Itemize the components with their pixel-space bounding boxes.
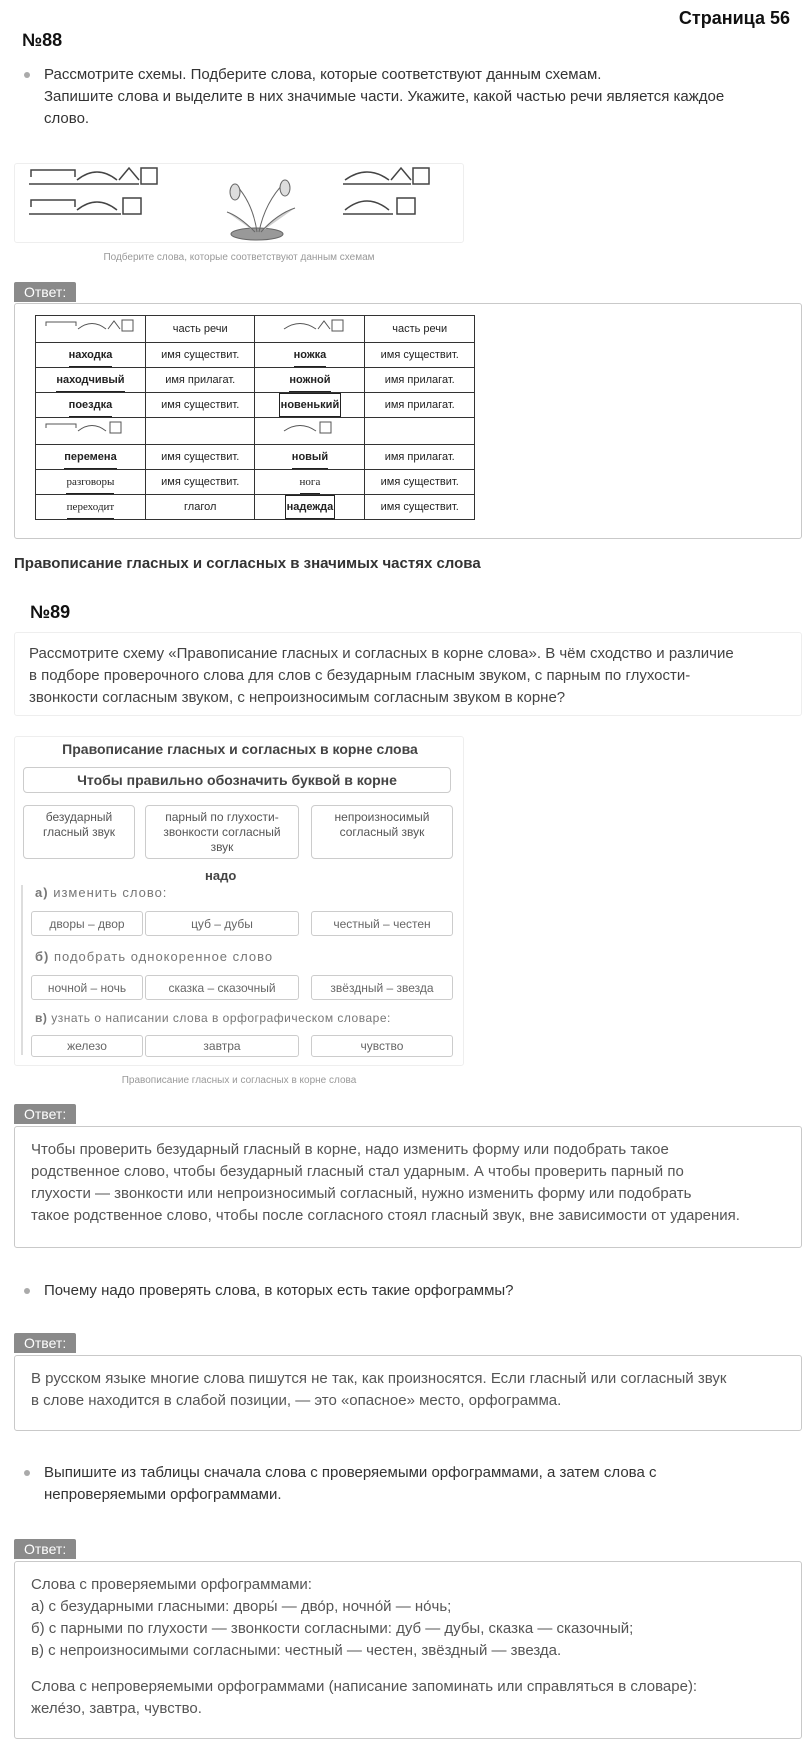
pos-cell: имя существит. xyxy=(145,470,255,495)
word-cell: новый xyxy=(292,446,328,469)
table-row xyxy=(36,343,475,368)
scheme-caption: Правописание гласных и согласных в корне слова xyxy=(121,1075,357,1086)
pos-cell: имя существит. xyxy=(145,343,255,368)
scheme-box-paired: парный по глухости-звонкости согласный звук xyxy=(145,805,299,859)
scheme-subtitle: Чтобы правильно обозначить буквой в корне xyxy=(23,767,451,793)
header-cell: часть речи xyxy=(145,316,255,343)
question-line: в подборе проверочного слова для слов с безударным гласным звуком, с парным по глухости- xyxy=(29,667,691,684)
task-89-question xyxy=(14,632,802,716)
scheme-title: Правописание гласных и согласных в корне слова xyxy=(62,741,418,757)
answer-88-table xyxy=(35,315,475,520)
snowdrop-picture xyxy=(227,180,295,240)
answer-line: в слове находится в слабой позиции, — это «опасное» место, орфограмма. xyxy=(31,1392,562,1409)
scheme-row-c xyxy=(35,1011,391,1025)
table-row xyxy=(36,445,475,470)
table-row xyxy=(36,316,475,343)
scheme-box-vowel: безударный гласный звук xyxy=(23,805,135,859)
example-word: железо xyxy=(31,1035,143,1057)
answer-line: глухости — звонкости или непроизносимый согласный, нужно изменить форму или подобрать xyxy=(31,1185,692,1202)
question-line: непроверяемыми орфограммами. xyxy=(44,1486,282,1503)
prefix-mark xyxy=(31,170,75,177)
example-word: ночной – ночь xyxy=(31,975,143,1000)
scheme-row-b xyxy=(35,949,273,964)
example-word: завтра xyxy=(145,1035,299,1057)
pos-cell: имя существит. xyxy=(145,393,255,418)
header-cell: часть речи xyxy=(365,316,475,343)
scheme-cell xyxy=(255,418,365,445)
example-word: звёздный – звезда xyxy=(311,975,453,1000)
word-cell: нога xyxy=(300,471,321,494)
scheme-adj-mini xyxy=(260,316,360,334)
instruction-line: Рассмотрите схемы. Подберите слова, которые соответствуют данным схемам. xyxy=(44,66,602,83)
pos-cell: имя существит. xyxy=(145,445,255,470)
suffix-mark xyxy=(119,168,139,180)
answer-label: Ответ: xyxy=(14,1104,76,1124)
answer-89-box xyxy=(14,1126,802,1248)
pos-cell xyxy=(365,418,475,445)
bullet-icon xyxy=(24,1470,30,1476)
pos-cell: имя существит. xyxy=(365,470,475,495)
row-text: подобрать однокоренное слово xyxy=(53,949,274,964)
row-label: в) xyxy=(35,1011,48,1025)
pos-cell: глагол xyxy=(145,495,255,520)
word-cell: поездка xyxy=(69,394,113,417)
pos-cell: имя существит. xyxy=(365,495,475,520)
answer-line: а) с безударными гласными: дворы́ — дво́р, ночно́й — но́чь; xyxy=(31,1598,452,1615)
answer-line: в) с непроизносимыми согласными: честный — честен, звёздный — звезда. xyxy=(31,1642,562,1659)
answer-q3-box xyxy=(14,1561,802,1739)
question-text: Почему надо проверять слова, в которых есть такие орфограммы? xyxy=(44,1282,514,1299)
answer-label: Ответ: xyxy=(14,282,76,302)
word-schemes-figure xyxy=(15,164,465,244)
word-cell: перемена xyxy=(64,446,116,469)
word-cell: ножка xyxy=(294,344,327,367)
answer-line: Слова с непроверяемыми орфограммами (написание запоминать или справляться в словаре): xyxy=(31,1678,698,1695)
table-row xyxy=(36,470,475,495)
answer-line: желе́зо, завтра, чувство. xyxy=(31,1700,202,1717)
example-word: дворы – двор xyxy=(31,911,143,936)
scheme-adj-mini-2 xyxy=(260,418,360,436)
task-88-number: №88 xyxy=(22,30,63,50)
spelling-scheme-image xyxy=(14,736,464,1066)
ending-box xyxy=(141,168,157,184)
question-3 xyxy=(24,1462,784,1506)
table-row xyxy=(36,495,475,520)
answer-line: б) с парными по глухости — звонкости согласными: дуб — дубы, сказка — сказочный; xyxy=(31,1620,634,1637)
word-cell: ножной xyxy=(289,369,330,392)
scheme-cell xyxy=(255,316,365,343)
page-number: Страница 56 xyxy=(678,8,790,28)
word-cell: находчивый xyxy=(56,369,124,392)
schemes-caption: Подберите слова, которые соответствуют данным схемам xyxy=(103,252,375,263)
example-word: честный – честен xyxy=(311,911,453,936)
root-arc xyxy=(77,172,117,180)
example-word: сказка – сказочный xyxy=(145,975,299,1000)
row-label: а) xyxy=(35,885,49,900)
example-word: чувство xyxy=(311,1035,453,1057)
scheme-cell xyxy=(36,316,146,343)
pos-cell: имя прилагат. xyxy=(365,368,475,393)
bullet-icon xyxy=(24,72,30,78)
question-line: звонкости согласным звуком, с непроизносимым согласным звуком в корне? xyxy=(29,689,566,706)
word-cell: находка xyxy=(69,344,113,367)
row-text: узнать о написании слова в орфографическом словаре: xyxy=(51,1011,391,1025)
scheme-connector xyxy=(21,885,23,1055)
question-line: Выпишите из таблицы сначала слова с проверяемыми орфограммами, а затем слова с xyxy=(44,1464,657,1481)
word-cell: разговоры xyxy=(66,471,114,494)
answer-line: родственное слово, чтобы безударный гласный стал ударным. А чтобы проверить парный по xyxy=(31,1163,684,1180)
word-cell: надежда xyxy=(285,495,336,519)
table-row xyxy=(36,418,475,445)
answer-88-box xyxy=(14,303,802,539)
answer-line: Слова с проверяемыми орфограммами: xyxy=(31,1576,312,1593)
bullet-icon xyxy=(24,1288,30,1294)
scheme-row-a xyxy=(35,885,167,900)
pos-cell: имя прилагат. xyxy=(365,445,475,470)
answer-line: Чтобы проверить безударный гласный в корне, надо изменить форму или подобрать такое xyxy=(31,1141,669,1158)
table-row xyxy=(36,368,475,393)
scheme-noun-mini xyxy=(40,316,140,334)
schemes-image xyxy=(14,163,464,243)
section-heading: Правописание гласных и согласных в значимых частях слова xyxy=(14,555,481,572)
pos-cell xyxy=(145,418,255,445)
task-89-number: №89 xyxy=(30,602,71,622)
question-2 xyxy=(24,1280,784,1302)
row-text: изменить слово: xyxy=(53,885,168,900)
answer-label: Ответ: xyxy=(14,1539,76,1559)
example-word: цуб – дубы xyxy=(145,911,299,936)
pos-cell: имя прилагат. xyxy=(365,393,475,418)
answer-line: такое родственное слово, чтобы после согласного стоял гласный звук, вне зависимости от ударения. xyxy=(31,1207,740,1224)
answer-line: В русском языке многие слова пишутся не так, как произносятся. Если гласный или согласный звук xyxy=(31,1370,727,1387)
pos-cell: имя прилагат. xyxy=(145,368,255,393)
scheme-noun-mini-2 xyxy=(40,418,140,436)
scheme-box-silent: непроизносимый согласный звук xyxy=(311,805,453,859)
word-cell: переходит xyxy=(67,496,115,519)
answer-q2-box xyxy=(14,1355,802,1431)
pos-cell: имя существит. xyxy=(365,343,475,368)
question-line: Рассмотрите схему «Правописание гласных и согласных в корне слова». В чём сходство и различие xyxy=(29,645,734,662)
table-row xyxy=(36,393,475,418)
task-88-instruction xyxy=(24,64,784,130)
row-label: б) xyxy=(35,949,50,964)
word-cell: новенький xyxy=(279,393,342,417)
scheme-cell xyxy=(36,418,146,445)
answer-label: Ответ: xyxy=(14,1333,76,1353)
scheme-must: надо xyxy=(205,868,237,883)
instruction-line: слово. xyxy=(44,110,90,127)
instruction-line: Запишите слова и выделите в них значимые части. Укажите, какой частью речи является каждое xyxy=(44,88,725,105)
